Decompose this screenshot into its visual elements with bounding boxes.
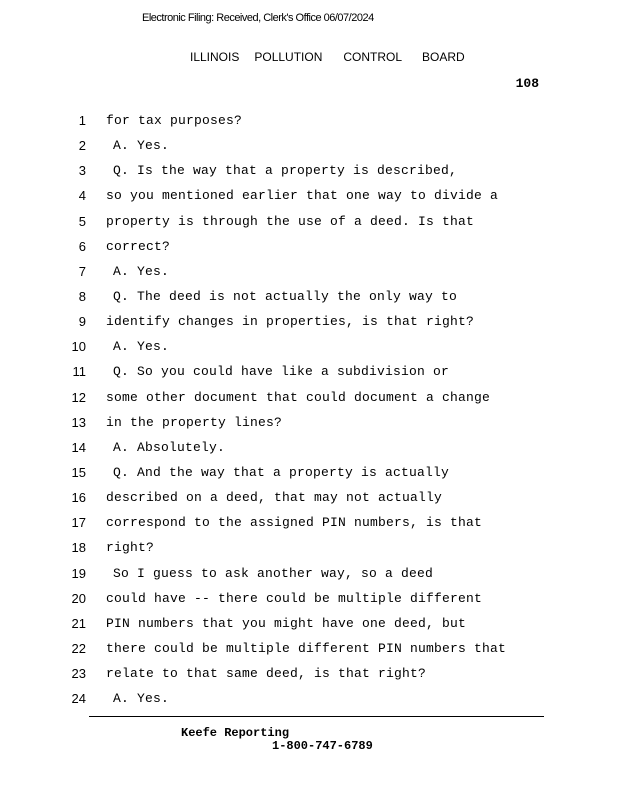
transcript-line: [0, 640, 618, 665]
line-number: 10: [71, 339, 86, 355]
board-title-word: POLLUTION: [254, 50, 323, 64]
board-title: [190, 50, 465, 64]
board-title-word: CONTROL: [343, 50, 403, 64]
line-text: described on a deed, that may not actually: [106, 490, 443, 506]
transcript-line: [0, 288, 618, 313]
transcript-line: [0, 690, 618, 715]
transcript-line: [0, 665, 618, 690]
line-number: 24: [71, 691, 86, 707]
line-text: A. Yes.: [113, 691, 170, 707]
transcript-line: [0, 590, 618, 615]
board-title-word: ILLINOIS: [190, 50, 240, 64]
transcript-line: [0, 489, 618, 514]
line-number: 3: [78, 163, 86, 179]
line-number: 9: [78, 314, 86, 330]
reporting-company: Keefe Reporting: [181, 726, 290, 740]
line-text: Q. And the way that a property is actually: [113, 464, 450, 480]
transcript-line: [0, 363, 618, 388]
board-title-word: BOARD: [422, 50, 465, 64]
transcript-line: [0, 187, 618, 212]
line-number: 7: [78, 263, 86, 279]
transcript-line: [0, 439, 618, 464]
transcript-line: [0, 464, 618, 489]
line-text: in the property lines?: [106, 414, 283, 430]
transcript-line: [0, 137, 618, 162]
transcript-line: [0, 514, 618, 539]
transcript-line: [0, 565, 618, 590]
line-number: 20: [71, 590, 86, 606]
line-text: relate to that same deed, is that right?: [106, 666, 427, 682]
reporting-phone: 1-800-747-6789: [272, 739, 373, 753]
line-text: A. Yes.: [113, 138, 170, 154]
line-number: 6: [78, 238, 86, 254]
line-number: 12: [71, 389, 86, 405]
line-number: 17: [71, 515, 86, 531]
line-text: PIN numbers that you might have one deed, but: [106, 615, 467, 631]
line-number: 8: [78, 288, 86, 304]
line-number: 14: [71, 439, 86, 455]
line-number: 19: [71, 565, 86, 581]
line-number: 16: [71, 490, 86, 506]
line-text: some other document that could document a change: [106, 389, 491, 405]
line-text: so you mentioned earlier that one way to divide a: [106, 188, 499, 204]
line-text: for tax purposes?: [106, 113, 243, 128]
transcript-line: [0, 112, 618, 137]
line-number: 18: [71, 540, 86, 556]
transcript-line: [0, 338, 618, 363]
line-number: 22: [71, 640, 86, 656]
line-text: could have -- there could be multiple different: [106, 590, 483, 606]
line-text: A. Absolutely.: [113, 439, 226, 455]
line-number: 5: [78, 213, 86, 229]
line-text: A. Yes.: [113, 339, 170, 355]
line-text: So I guess to ask another way, so a deed: [113, 565, 434, 581]
line-text: Q. The deed is not actually the only way to: [113, 288, 458, 304]
line-number: 21: [71, 615, 86, 631]
line-number: 4: [78, 188, 86, 204]
transcript-line: [0, 263, 618, 288]
line-text: correspond to the assigned PIN numbers, is that: [106, 515, 483, 531]
line-number: 2: [78, 138, 86, 154]
line-number: 15: [71, 464, 86, 480]
line-text: property is through the use of a deed. Is that: [106, 213, 475, 229]
line-text: Q. So you could have like a subdivision or: [113, 364, 450, 380]
line-text: there could be multiple different PIN numbers that: [106, 640, 507, 656]
transcript-line: [0, 539, 618, 564]
line-number: 23: [71, 666, 86, 682]
filing-stamp: Electronic Filing: Received, Clerk's Office 06/07/2024: [142, 12, 374, 24]
line-text: Q. Is the way that a property is described,: [113, 163, 458, 179]
transcript-line: [0, 414, 618, 439]
transcript-line: [0, 313, 618, 338]
line-text: A. Yes.: [113, 263, 170, 279]
line-text: right?: [106, 540, 155, 556]
transcript-line: [0, 213, 618, 238]
transcript-line: [0, 389, 618, 414]
line-number: 13: [71, 414, 86, 430]
transcript-line: [0, 615, 618, 640]
line-text: correct?: [106, 238, 171, 254]
line-number: 11: [72, 364, 86, 380]
transcript-line: [0, 162, 618, 187]
transcript-line: [0, 238, 618, 263]
page-number: 108: [515, 76, 539, 91]
transcript-body: [0, 112, 618, 715]
line-number: 1: [78, 113, 86, 128]
line-text: identify changes in properties, is that right?: [106, 314, 475, 330]
footer-divider: [89, 716, 544, 717]
